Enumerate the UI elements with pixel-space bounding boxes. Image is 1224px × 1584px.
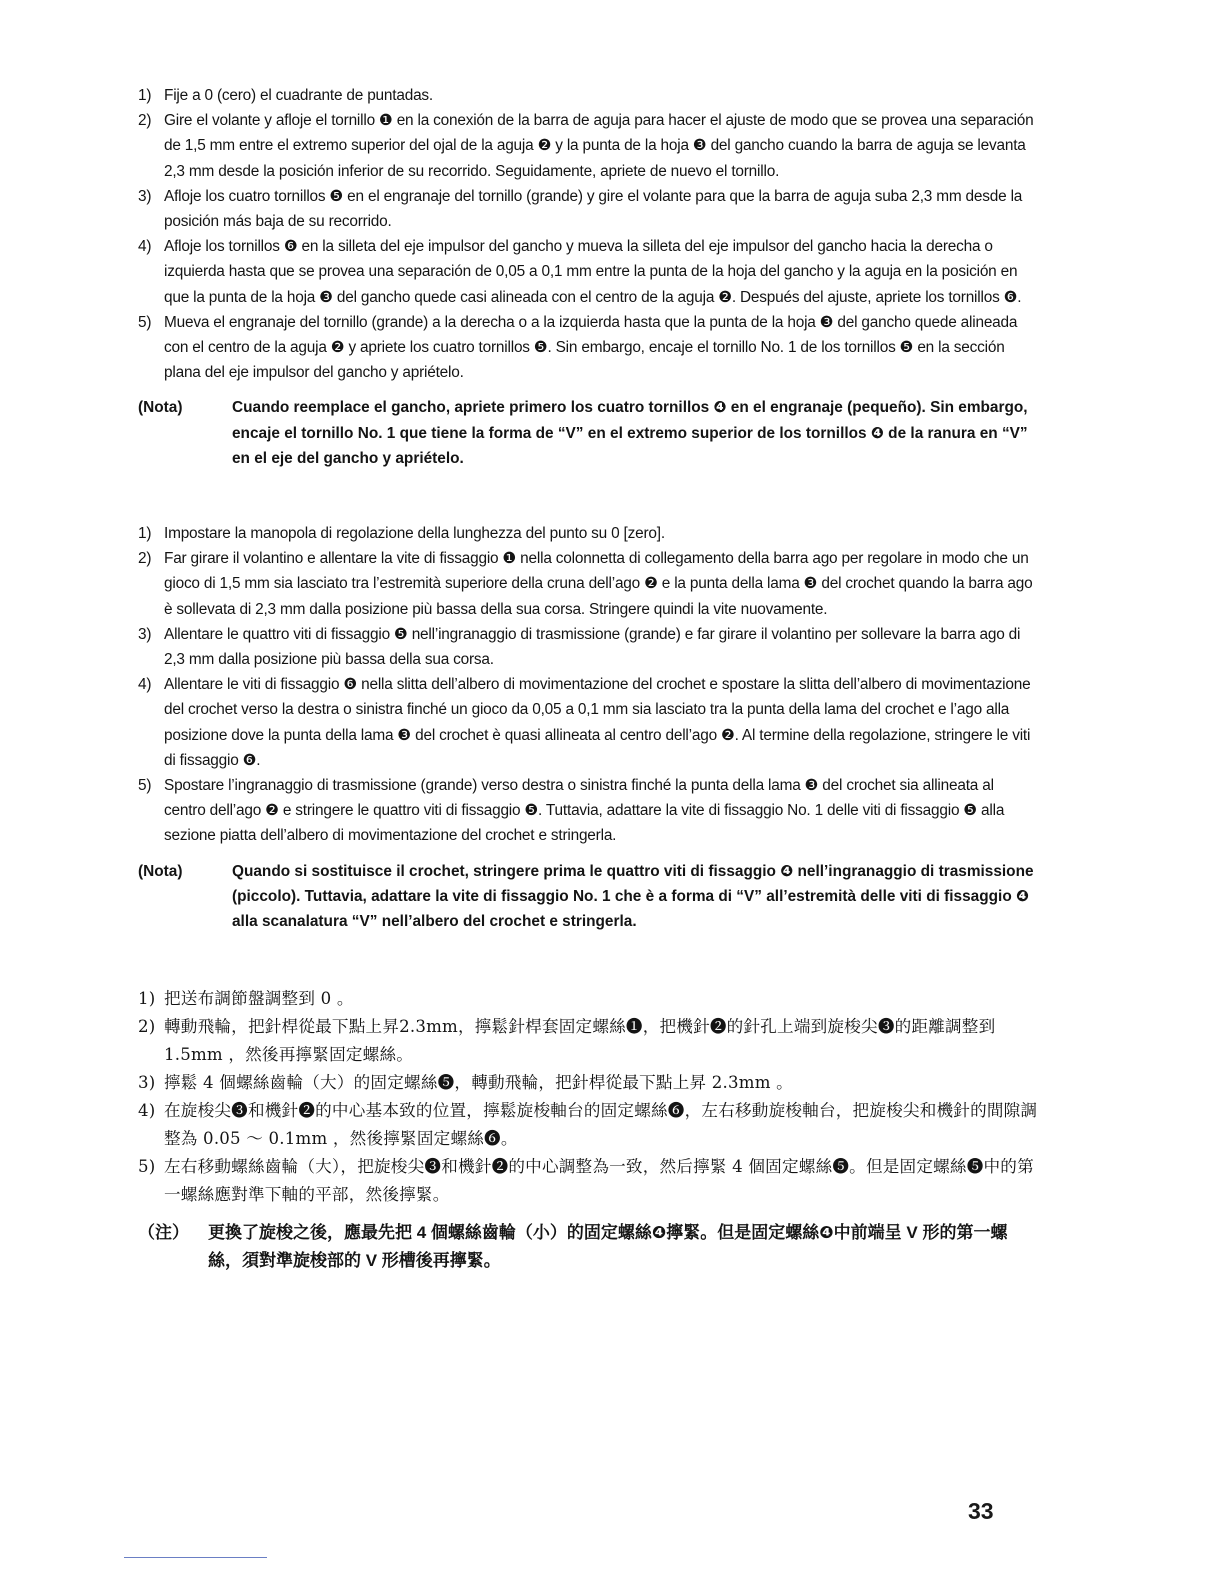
step-number: 2) bbox=[138, 112, 152, 130]
step-number: 5) bbox=[138, 1157, 156, 1176]
note-text: Quando si sostituisce il crochet, stringere prima le quattro viti di fissaggio ❹ nell’ingranaggio di trasmissione (piccolo). Tuttavia, adattare la vite di fissaggio No. 1 che è a forma di “V” all’estremità delle viti di fissaggio ❹ alla scanalatura “V” nell’albero del crochet e stringerla. bbox=[232, 862, 1034, 931]
note-label: （注） bbox=[138, 1223, 189, 1242]
list-item bbox=[138, 521, 1038, 546]
step-number: 4) bbox=[138, 1101, 156, 1120]
step-text: Allentare le quattro viti di fissaggio ❺ nell’ingranaggio di trasmissione (grande) e far girare il volantino per sollevare la barra ago di 2,3 mm dalla posizione più bassa della sua corsa. bbox=[164, 625, 1021, 669]
step-number: 5) bbox=[138, 313, 152, 331]
list-item bbox=[138, 546, 1038, 622]
list-item bbox=[138, 773, 1038, 849]
list-item bbox=[138, 83, 1038, 108]
chinese-steps-list bbox=[138, 985, 1038, 1209]
list-item bbox=[138, 1013, 1038, 1069]
step-text: 轉動飛輪，把針桿從最下點上昇2.3mm，擰鬆針桿套固定螺絲❶，把機針❷的針孔上端到旋梭尖❸的距離調整到 1.5mm ，然後再擰緊固定螺絲。 bbox=[164, 1017, 996, 1064]
step-text: 擰鬆 4 個螺絲齒輪（大）的固定螺絲❺，轉動飛輪，把針桿從最下點上昇 2.3mm 。 bbox=[164, 1073, 793, 1092]
step-number: 3) bbox=[138, 187, 152, 205]
note-label: (Nota) bbox=[138, 862, 183, 880]
step-number: 3) bbox=[138, 1073, 156, 1092]
step-number: 4) bbox=[138, 676, 152, 694]
step-text: Afloje los tornillos ❻ en la silleta del eje impulsor del gancho y mueva la silleta del eje impulsor del gancho hacia la derecha o izquierda hasta que se provea una separación de 0,05 a 0,1 mm entre la punta de la hoja del gancho y la aguja en la posición en que la punta de la hoja ❸ del gancho quede casi alineada con el centro de la aguja ❷. Después del ajuste, apriete los tornillos ❻. bbox=[164, 238, 1022, 306]
list-item bbox=[138, 622, 1038, 672]
footer-divider bbox=[124, 1557, 267, 1558]
note-label: (Nota) bbox=[138, 399, 183, 417]
note-text: 更換了旋梭之後，應最先把 4 個螺絲齒輪（小）的固定螺絲❹擰緊。但是固定螺絲❹中前端呈 V 形的第一螺絲，須對準旋梭部的 V 形槽後再擰緊。 bbox=[208, 1223, 1008, 1270]
list-item bbox=[138, 184, 1038, 234]
list-item bbox=[138, 985, 1038, 1013]
spanish-note bbox=[138, 395, 1038, 471]
spanish-instructions bbox=[138, 83, 1038, 471]
note-text: Cuando reemplace el gancho, apriete primero los cuatro tornillos ❹ en el engranaje (pequeño). Sin embargo, encaje el tornillo No. 1 que tiene la forma de “V” en el extremo superior de los tornillos ❹ de la ranura en “V” en el eje del gancho y apriételo. bbox=[232, 399, 1028, 467]
list-item bbox=[138, 1069, 1038, 1097]
step-number: 1) bbox=[138, 87, 152, 104]
list-item bbox=[138, 310, 1038, 386]
chinese-instructions bbox=[138, 985, 1038, 1275]
step-text: 左右移動螺絲齒輪（大），把旋梭尖❸和機針❷的中心調整為一致，然后擰緊 4 個固定螺絲❺。但是固定螺絲❺中的第一螺絲應對準下軸的平部，然後擰緊。 bbox=[164, 1157, 1034, 1204]
list-item bbox=[138, 1153, 1038, 1209]
step-text: Afloje los cuatro tornillos ❺ en el engranaje del tornillo (grande) y gire el volante para que la barra de aguja suba 2,3 mm desde la posición más baja de su recorrido. bbox=[164, 187, 1023, 231]
step-text: Fije a 0 (cero) el cuadrante de puntadas. bbox=[164, 87, 433, 104]
step-number: 1) bbox=[138, 525, 152, 542]
step-number: 1) bbox=[138, 989, 156, 1008]
step-text: Far girare il volantino e allentare la vite di fissaggio ❶ nella colonnetta di collegamento della barra ago per regolare in modo che un gioco di 1,5 mm sia lasciato tra l’estremità superiore della cruna dell’ago ❷ e la punta della lama ❸ del crochet quando la barra ago è sollevata di 2,3 mm dalla posizione più bassa della sua corsa. Stringere quindi la vite nuovamente. bbox=[164, 550, 1033, 618]
step-number: 5) bbox=[138, 777, 152, 795]
chinese-note bbox=[138, 1219, 1038, 1275]
list-item bbox=[138, 108, 1038, 184]
step-number: 2) bbox=[138, 1017, 156, 1036]
list-item bbox=[138, 234, 1038, 310]
step-text: 把送布調節盤調整到 0 。 bbox=[164, 989, 354, 1008]
step-text: Impostare la manopola di regolazione della lunghezza del punto su 0 [zero]. bbox=[164, 525, 665, 542]
step-text: Gire el volante y afloje el tornillo ❶ en la conexión de la barra de aguja para hacer el ajuste de modo que se provea una separación de 1,5 mm entre el extremo superior del ojal de la aguja ❷ y la punta de la hoja ❸ del gancho cuando la barra de aguja se levanta 2,3 mm desde la posición inferior de su recorrido. Seguidamente, apriete de nuevo el tornillo. bbox=[164, 112, 1034, 180]
step-text: Allentare le viti di fissaggio ❻ nella slitta dell’albero di movimentazione del crochet e spostare la slitta dell’albero di movimentazione del crochet verso la destra o sinistra finché un gioco da 0,05 a 0,1 mm sia lasciato tra la punta della lama del crochet e l’ago alla posizione dove la punta della lama ❸ del crochet è quasi allineata al centro dell’ago ❷. Al termine della regolazione, stringere le viti di fissaggio ❻. bbox=[164, 676, 1031, 769]
step-text: Mueva el engranaje del tornillo (grande) a la derecha o a la izquierda hasta que la punta de la hoja ❸ del gancho quede alineada con el centro de la aguja ❷ y apriete los cuatro tornillos ❺. Sin embargo, encaje el tornillo No. 1 de los tornillos ❺ en la sección plana del eje impulsor del gancho y apriételo. bbox=[164, 313, 1018, 382]
page-number: 33 bbox=[968, 1498, 994, 1524]
step-number: 3) bbox=[138, 625, 152, 643]
spanish-steps-list bbox=[138, 83, 1038, 385]
italian-note bbox=[138, 859, 1038, 935]
step-number: 4) bbox=[138, 238, 152, 256]
step-text: Spostare l’ingranaggio di trasmissione (grande) verso destra o sinistra finché la punta della lama ❸ del crochet sia allineata al centro dell’ago ❷ e stringere le quattro viti di fissaggio ❺. Tuttavia, adattare la vite di fissaggio No. 1 delle viti di fissaggio ❺ alla sezione piatta dell’albero di movimentazione del crochet e stringerla. bbox=[164, 777, 1005, 845]
list-item bbox=[138, 672, 1038, 773]
italian-instructions bbox=[138, 521, 1038, 934]
list-item bbox=[138, 1097, 1038, 1153]
italian-steps-list bbox=[138, 521, 1038, 849]
step-number: 2) bbox=[138, 550, 152, 568]
step-text: 在旋梭尖❸和機針❷的中心基本致的位置，擰鬆旋梭軸台的固定螺絲❻，左右移動旋梭軸台，把旋梭尖和機針的間隙調整為 0.05 ～ 0.1mm ，然後擰緊固定螺絲❻。 bbox=[164, 1101, 1038, 1148]
